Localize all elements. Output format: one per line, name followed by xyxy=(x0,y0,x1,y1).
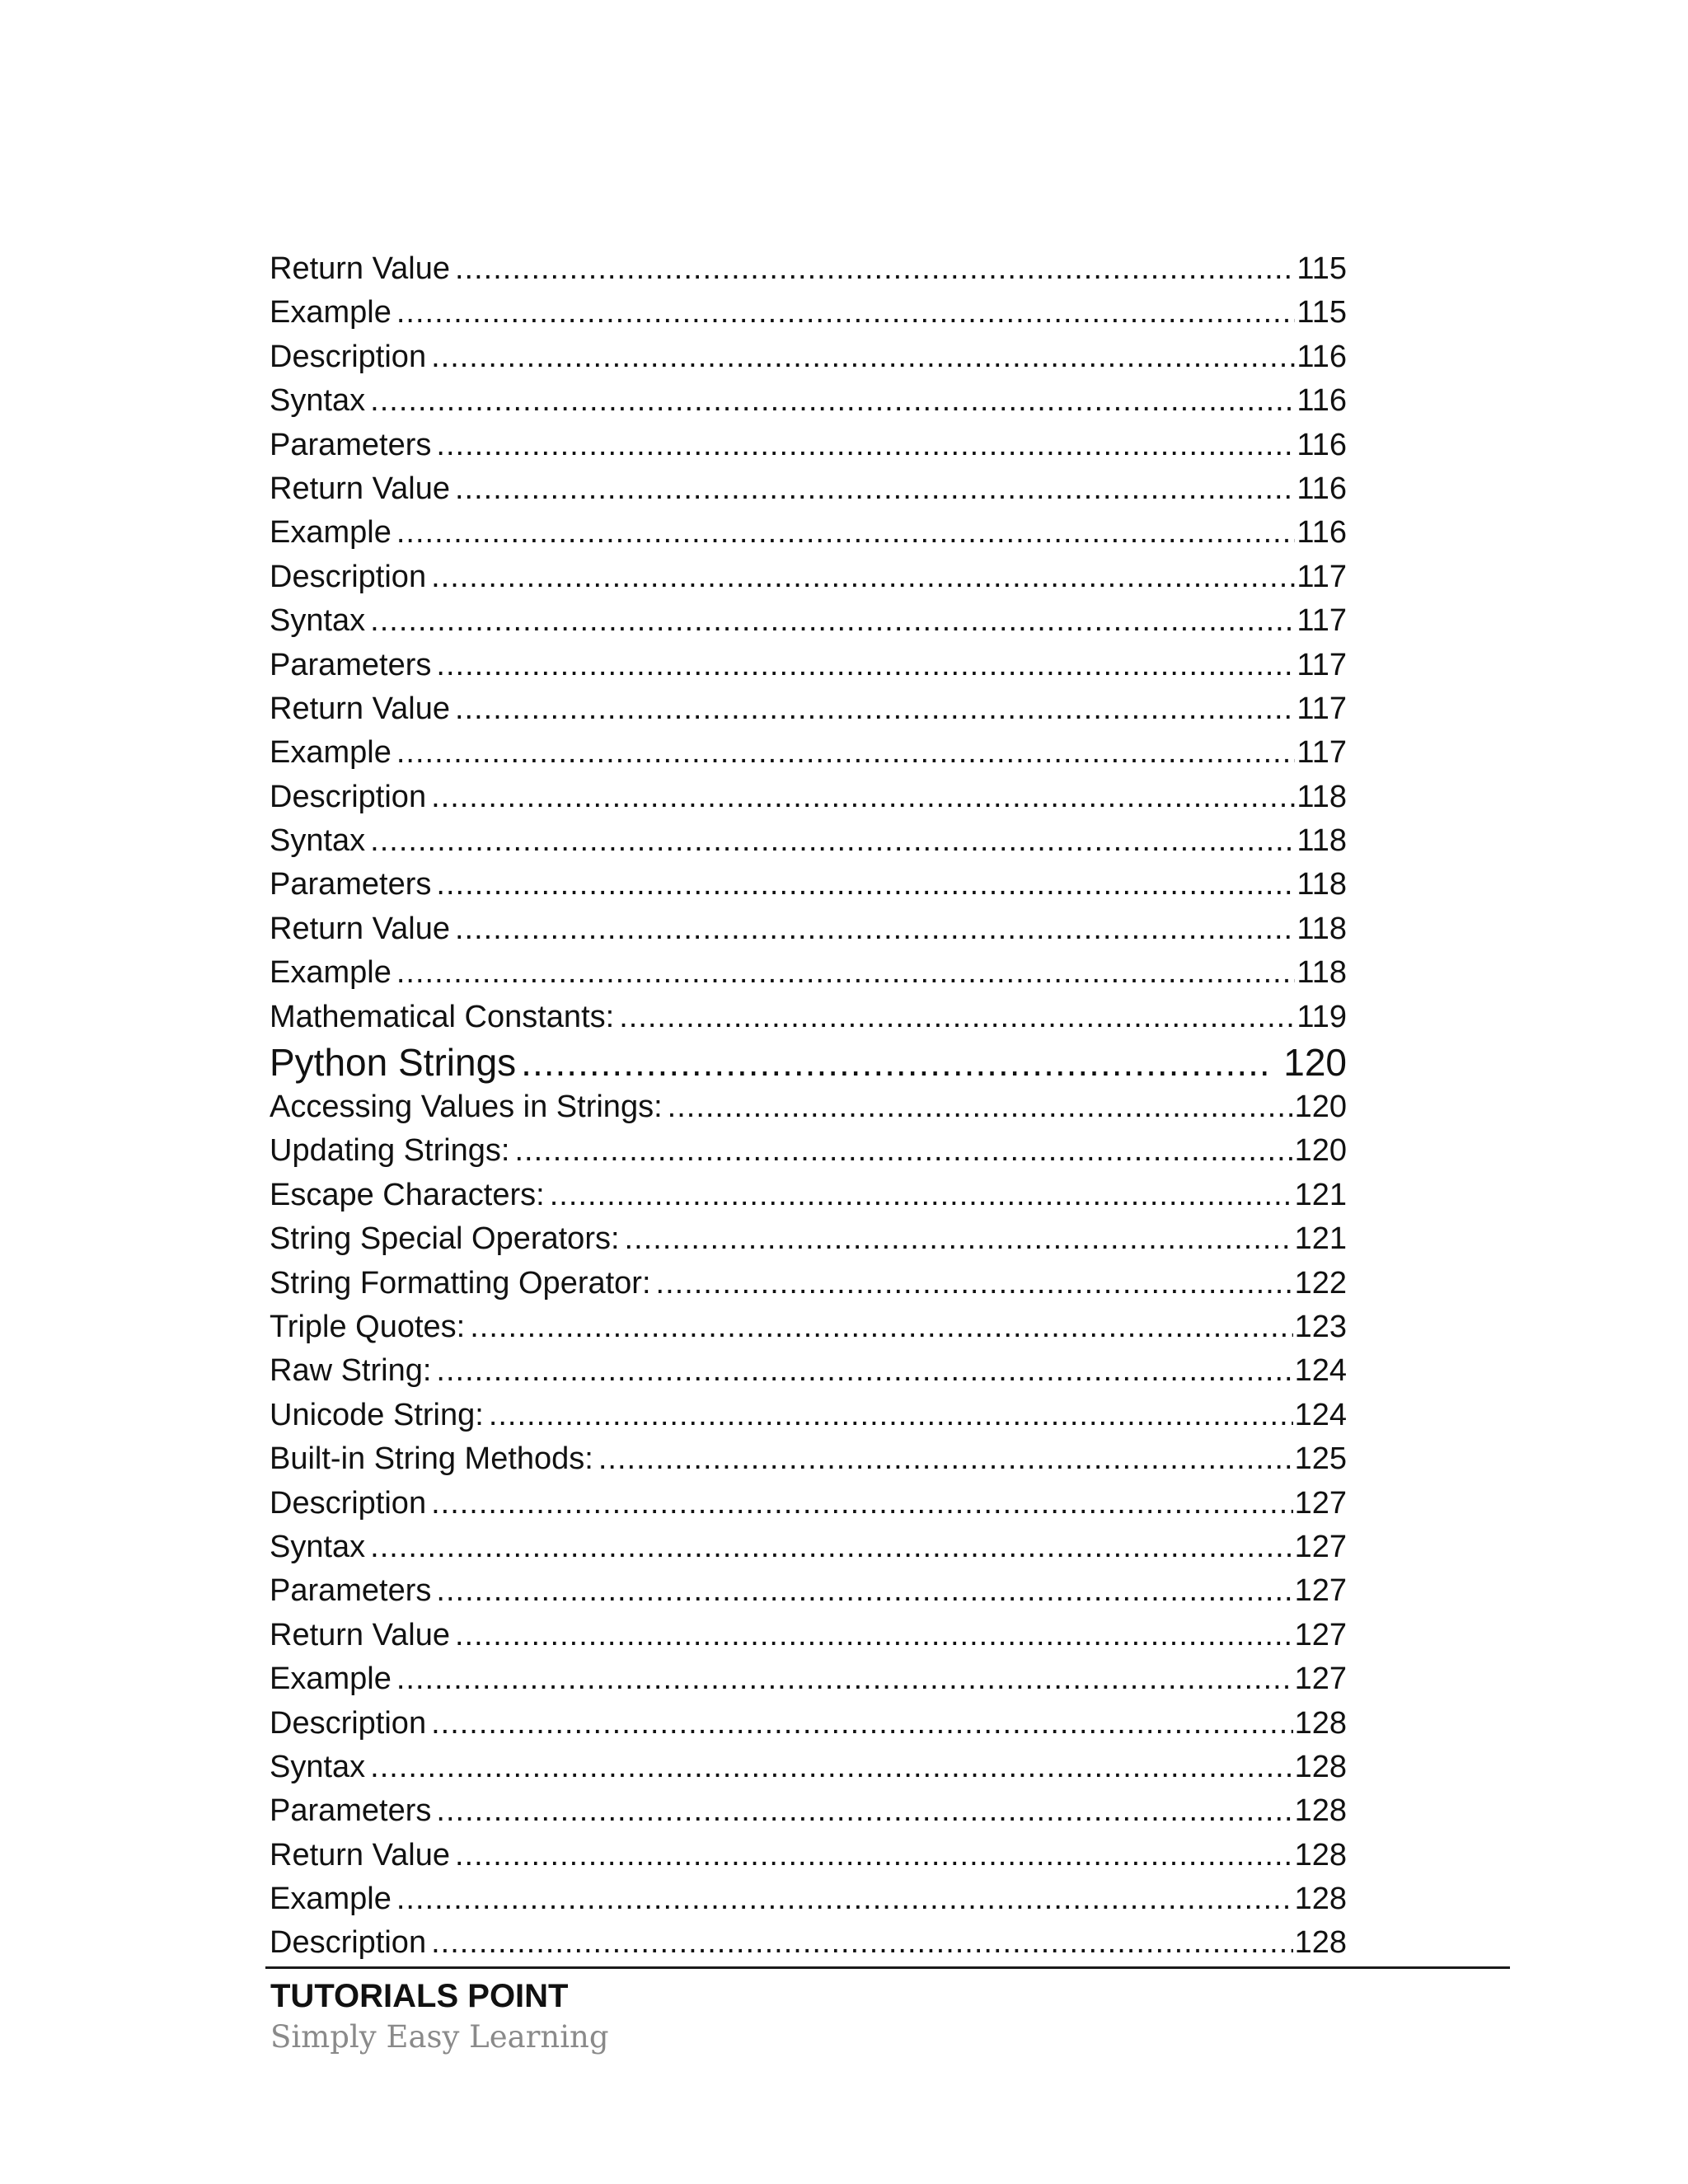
toc-dot-leader xyxy=(455,1834,1293,1877)
toc-entry-page: 116 xyxy=(1296,515,1347,551)
toc-entry-page: 122 xyxy=(1294,1265,1347,1301)
toc-entry[interactable] xyxy=(270,644,1347,687)
toc-dot-leader xyxy=(431,335,1295,379)
toc-entry-title: Built-in String Methods: xyxy=(270,1441,593,1477)
toc-entry-title: Description xyxy=(270,1705,427,1741)
toc-dot-leader xyxy=(455,907,1295,951)
toc-entry-title: Triple Quotes: xyxy=(270,1309,466,1344)
toc-entry-title: Syntax xyxy=(270,603,366,639)
toc-entry-title: Accessing Values in Strings: xyxy=(270,1090,663,1125)
toc-entry-title: Parameters xyxy=(270,647,432,682)
toc-entry-page: 128 xyxy=(1294,1749,1347,1784)
toc-entry-page: 124 xyxy=(1294,1397,1347,1432)
toc-entry[interactable] xyxy=(270,1262,1347,1305)
toc-dot-leader xyxy=(431,1702,1293,1746)
toc-entry[interactable] xyxy=(270,1702,1347,1746)
toc-entry-title: Example xyxy=(270,1882,392,1917)
toc-entry-page: 118 xyxy=(1296,823,1347,859)
toc-entry-page: 127 xyxy=(1294,1661,1347,1697)
toc-entry-title: Syntax xyxy=(270,1749,366,1784)
toc-entry-page: 128 xyxy=(1294,1705,1347,1741)
toc-entry-page: 121 xyxy=(1294,1221,1347,1257)
toc-entry[interactable] xyxy=(270,1921,1347,1965)
toc-entry[interactable] xyxy=(270,1614,1347,1657)
toc-entry-title: Example xyxy=(270,295,392,330)
toc-entry[interactable] xyxy=(270,1217,1347,1261)
toc-dot-leader xyxy=(550,1174,1293,1217)
toc-entry-title: Return Value xyxy=(270,911,450,946)
toc-entry-title: Description xyxy=(270,559,427,594)
toc-entry-page: 127 xyxy=(1294,1485,1347,1521)
toc-dot-leader xyxy=(431,1921,1293,1965)
toc-dot-leader xyxy=(396,951,1296,995)
toc-entry-title: Escape Characters: xyxy=(270,1177,545,1212)
toc-entry[interactable] xyxy=(270,996,1347,1039)
toc-entry-page: 117 xyxy=(1296,603,1347,639)
toc-dot-leader xyxy=(436,1789,1292,1833)
toc-entry-title: Description xyxy=(270,1925,427,1961)
footer-tagline: Simply Easy Learning xyxy=(270,2019,609,2055)
toc-dot-leader xyxy=(619,996,1295,1039)
toc-dot-leader xyxy=(431,555,1295,599)
toc-dot-leader xyxy=(470,1305,1292,1349)
toc-entry-page: 124 xyxy=(1294,1353,1347,1389)
toc-entry-page: 117 xyxy=(1296,647,1347,682)
toc-entry-page: 115 xyxy=(1296,251,1347,286)
toc-entry[interactable] xyxy=(270,863,1347,907)
toc-dot-leader xyxy=(436,1569,1292,1613)
toc-entry[interactable] xyxy=(270,511,1347,555)
toc-entry-page: 127 xyxy=(1294,1573,1347,1609)
toc-entry-page: 115 xyxy=(1296,295,1347,330)
toc-entry[interactable] xyxy=(270,776,1347,819)
toc-dot-leader xyxy=(431,776,1295,819)
toc-entry-title: Example xyxy=(270,515,392,551)
toc-entry-title: Return Value xyxy=(270,1837,450,1872)
toc-entry-page: 116 xyxy=(1296,427,1347,462)
toc-entry-title: String Formatting Operator: xyxy=(270,1265,651,1301)
toc-entry-title: Description xyxy=(270,339,427,374)
toc-entry[interactable] xyxy=(270,599,1347,643)
toc-entry-title: Raw String: xyxy=(270,1353,432,1389)
toc-entry-page: 121 xyxy=(1294,1177,1347,1212)
toc-entry-page: 128 xyxy=(1294,1925,1347,1961)
toc-entry[interactable] xyxy=(270,1085,1347,1129)
toc-dot-leader xyxy=(668,1085,1293,1129)
toc-dot-leader xyxy=(436,1349,1292,1393)
toc-entry-title: Parameters xyxy=(270,1573,432,1609)
toc-entry-title: String Special Operators: xyxy=(270,1221,620,1257)
toc-entry[interactable] xyxy=(270,335,1347,379)
toc-entry[interactable] xyxy=(270,1834,1347,1877)
toc-entry[interactable] xyxy=(270,247,1347,291)
toc-entry[interactable] xyxy=(270,1482,1347,1526)
footer-brand: TUTORIALS POINT xyxy=(270,1978,569,2014)
toc-entry-page: 127 xyxy=(1294,1617,1347,1652)
toc-dot-leader xyxy=(396,291,1296,335)
toc-entry-title: Description xyxy=(270,779,427,814)
toc-entry-title: Syntax xyxy=(270,823,366,859)
toc-entry[interactable] xyxy=(270,1526,1347,1569)
toc-entry-page: 118 xyxy=(1296,779,1347,814)
toc-entry-title: Description xyxy=(270,1485,427,1521)
toc-entry-page: 118 xyxy=(1296,955,1347,991)
toc-entry-page: 128 xyxy=(1294,1882,1347,1917)
toc-chapter-entry[interactable] xyxy=(270,1039,1347,1085)
toc-dot-leader xyxy=(370,1746,1292,1789)
toc-entry-title: Parameters xyxy=(270,867,432,902)
toc-entry-page: 116 xyxy=(1296,383,1347,419)
toc-entry-page: 123 xyxy=(1294,1309,1347,1344)
toc-entry[interactable] xyxy=(270,1394,1347,1437)
toc-entry[interactable] xyxy=(270,907,1347,951)
toc-entry-page: 127 xyxy=(1294,1529,1347,1564)
toc-entry[interactable] xyxy=(270,1349,1347,1393)
toc-entry[interactable] xyxy=(270,1437,1347,1481)
toc-dot-leader xyxy=(396,1877,1293,1921)
toc-entry-page: 120 xyxy=(1294,1090,1347,1125)
toc-entry-page: 117 xyxy=(1296,559,1347,594)
toc-entry[interactable] xyxy=(270,1174,1347,1217)
toc-entry-title: Return Value xyxy=(270,1617,450,1652)
toc-entry-title: Unicode String: xyxy=(270,1397,484,1432)
toc-dot-leader xyxy=(625,1217,1293,1261)
toc-entry-title: Return Value xyxy=(270,251,450,286)
toc-entry-page: 120 xyxy=(1294,1133,1347,1169)
toc-entry-page: 117 xyxy=(1296,691,1347,726)
toc-entry-page: 116 xyxy=(1296,471,1347,506)
toc-dot-leader xyxy=(370,379,1295,423)
toc-entry-page: 118 xyxy=(1296,911,1347,946)
toc-chapter-page: 120 xyxy=(1283,1041,1347,1085)
toc-dot-leader xyxy=(396,511,1296,555)
toc-dot-leader xyxy=(455,467,1295,511)
toc-entry[interactable] xyxy=(270,424,1347,467)
toc-entry-title: Return Value xyxy=(270,471,450,506)
toc-entry-page: 128 xyxy=(1294,1793,1347,1829)
toc-entry-title: Example xyxy=(270,735,392,771)
toc-dot-leader xyxy=(455,1614,1293,1657)
toc-entry-page: 125 xyxy=(1294,1441,1347,1477)
toc-entry-title: Syntax xyxy=(270,383,366,419)
toc-dot-leader xyxy=(396,731,1296,775)
toc-dot-leader xyxy=(455,687,1295,731)
toc-dot-leader xyxy=(370,819,1295,863)
toc-dot-leader xyxy=(521,1039,1268,1085)
toc-chapter-title: Python Strings xyxy=(270,1041,517,1085)
toc-entry-page: 118 xyxy=(1296,867,1347,902)
toc-entry[interactable] xyxy=(270,687,1347,731)
toc-entry-page: 128 xyxy=(1294,1837,1347,1872)
table-of-contents xyxy=(270,247,1347,1966)
toc-entry-page: 116 xyxy=(1296,339,1347,374)
toc-entry[interactable] xyxy=(270,555,1347,599)
toc-entry-title: Parameters xyxy=(270,427,432,462)
toc-dot-leader xyxy=(489,1394,1293,1437)
toc-dot-leader xyxy=(396,1657,1293,1701)
toc-entry[interactable] xyxy=(270,1129,1347,1173)
toc-entry-title: Example xyxy=(270,1661,392,1697)
toc-entry[interactable] xyxy=(270,731,1347,775)
toc-entry[interactable] xyxy=(270,379,1347,423)
toc-dot-leader xyxy=(598,1437,1293,1481)
toc-entry-title: Syntax xyxy=(270,1529,366,1564)
toc-entry-title: Parameters xyxy=(270,1793,432,1829)
toc-dot-leader xyxy=(656,1262,1293,1305)
toc-dot-leader xyxy=(436,863,1295,907)
toc-entry[interactable] xyxy=(270,467,1347,511)
toc-entry-page: 119 xyxy=(1296,999,1347,1034)
toc-entry[interactable] xyxy=(270,1305,1347,1349)
toc-entry[interactable] xyxy=(270,1877,1347,1921)
toc-dot-leader xyxy=(455,247,1295,291)
toc-entry-title: Updating Strings: xyxy=(270,1133,510,1169)
toc-entry[interactable] xyxy=(270,291,1347,335)
toc-entry[interactable] xyxy=(270,1789,1347,1833)
toc-entry-title: Mathematical Constants: xyxy=(270,999,615,1034)
toc-entry[interactable] xyxy=(270,951,1347,995)
toc-dot-leader xyxy=(431,1482,1293,1526)
footer-divider xyxy=(265,1966,1510,1969)
toc-entry[interactable] xyxy=(270,819,1347,863)
toc-dot-leader xyxy=(436,424,1295,467)
toc-entry[interactable] xyxy=(270,1746,1347,1789)
toc-entry-page: 117 xyxy=(1296,735,1347,771)
toc-dot-leader xyxy=(370,599,1295,643)
toc-dot-leader xyxy=(370,1526,1292,1569)
toc-dot-leader xyxy=(436,644,1295,687)
toc-entry[interactable] xyxy=(270,1657,1347,1701)
toc-entry-title: Example xyxy=(270,955,392,991)
toc-entry[interactable] xyxy=(270,1569,1347,1613)
toc-entry-title: Return Value xyxy=(270,691,450,726)
toc-dot-leader xyxy=(515,1129,1293,1173)
